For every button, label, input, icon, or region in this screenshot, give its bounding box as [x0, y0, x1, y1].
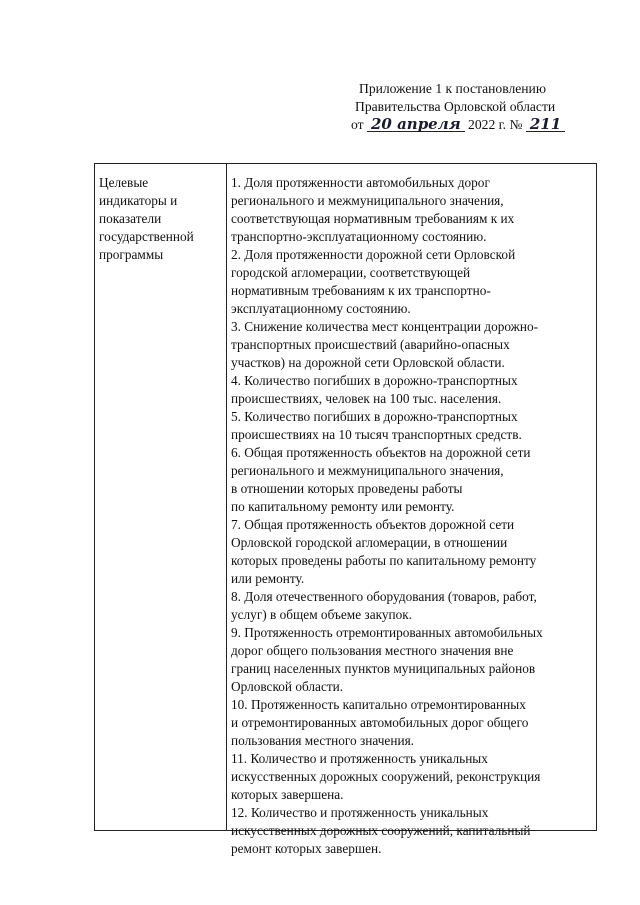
indicator-line: или ремонту. — [231, 571, 305, 586]
date-prefix: от — [351, 117, 364, 132]
indicator-line: регионального и межмуниципального значения, — [231, 463, 504, 478]
label-line: программы — [99, 247, 164, 262]
indicator-line: происшествиях, человек на 100 тыс. населения. — [231, 391, 502, 406]
header-date-line — [351, 116, 595, 134]
indicator-line: 2. Доля протяженности дорожной сети Орловской — [231, 247, 516, 262]
indicator-line: 9. Протяженность отремонтированных автомобильных — [231, 625, 543, 640]
indicator-line: 8. Доля отечественного оборудования (товаров, работ, — [231, 589, 537, 604]
indicator-line: соответствующая нормативным требованиям к их — [231, 211, 515, 226]
indicator-line: происшествиях на 10 тысяч транспортных средств. — [231, 427, 522, 442]
header-line-2: Правительства Орловской области — [355, 99, 556, 114]
indicator-line: 3. Снижение количества мест концентрации дорожно- — [231, 319, 539, 334]
indicator-line: которых проведены работы по капитальному ремонту — [231, 553, 537, 568]
indicator-line: Орловской городской агломерации, в отношении — [231, 535, 508, 550]
indicator-line: дорог общего пользования местного значения вне — [231, 643, 514, 658]
handwritten-date: 20 апреля — [367, 117, 465, 132]
indicator-line: 7. Общая протяженность объектов дорожной сети — [231, 517, 515, 532]
indicator-line: в отношении которых проведены работы — [231, 481, 463, 496]
indicator-line: искусственных дорожных сооружений, реконструкция — [231, 769, 541, 784]
indicator-line: 11. Количество и протяженность уникальных — [231, 751, 488, 766]
indicator-line: и отремонтированных автомобильных дорог общего — [231, 715, 529, 730]
indicator-line: транспортных происшествий (аварийно-опасных — [231, 337, 510, 352]
indicator-line: 5. Количество погибших в дорожно-транспортных — [231, 409, 518, 424]
indicator-line: 1. Доля протяженности автомобильных дорог — [231, 175, 490, 190]
indicator-line: 10. Протяженность капитально отремонтированных — [231, 697, 526, 712]
handwritten-number: 211 — [526, 117, 565, 132]
column-divider — [226, 164, 227, 830]
indicators-list-cell — [231, 174, 591, 858]
indicator-line: 4. Количество погибших в дорожно-транспортных — [231, 373, 518, 388]
indicators-table — [94, 163, 597, 856]
label-cell — [99, 174, 223, 264]
header-line-1: Приложение 1 к постановлению — [359, 81, 546, 96]
indicator-line: регионального и межмуниципального значения, — [231, 193, 504, 208]
indicator-line: 6. Общая протяженность объектов на дорожной сети — [231, 445, 531, 460]
indicator-line: которых завершена. — [231, 787, 344, 802]
indicator-line: Орловской области. — [231, 679, 344, 694]
indicator-line: границ населенных пунктов муниципальных районов — [231, 661, 536, 676]
indicator-line: 12. Количество и протяженность уникальных — [231, 805, 489, 820]
indicator-line: пользования местного значения. — [231, 733, 415, 748]
label-line: индикаторы и — [99, 193, 178, 208]
date-year: 2022 г. № — [468, 117, 523, 132]
label-line: Целевые — [99, 175, 149, 190]
indicator-line: ремонт которых завершен. — [231, 841, 382, 856]
indicator-line: эксплуатационному состоянию. — [231, 301, 411, 316]
label-line: показатели — [99, 211, 162, 226]
indicator-line: услуг) в общем объеме закупок. — [231, 607, 413, 622]
indicator-line: нормативным требованиям к их транспортно- — [231, 283, 491, 298]
indicator-line: транспортно-эксплуатационному состоянию. — [231, 229, 487, 244]
indicator-line: участков) на дорожной сети Орловской области. — [231, 355, 505, 370]
indicator-line: искусственных дорожных сооружений, капитальный — [231, 823, 531, 838]
label-line: государственной — [99, 229, 194, 244]
indicator-line: городской агломерации, соответствующей — [231, 265, 471, 280]
appendix-header — [351, 80, 595, 134]
indicator-line: по капитальному ремонту или ремонту. — [231, 499, 455, 514]
